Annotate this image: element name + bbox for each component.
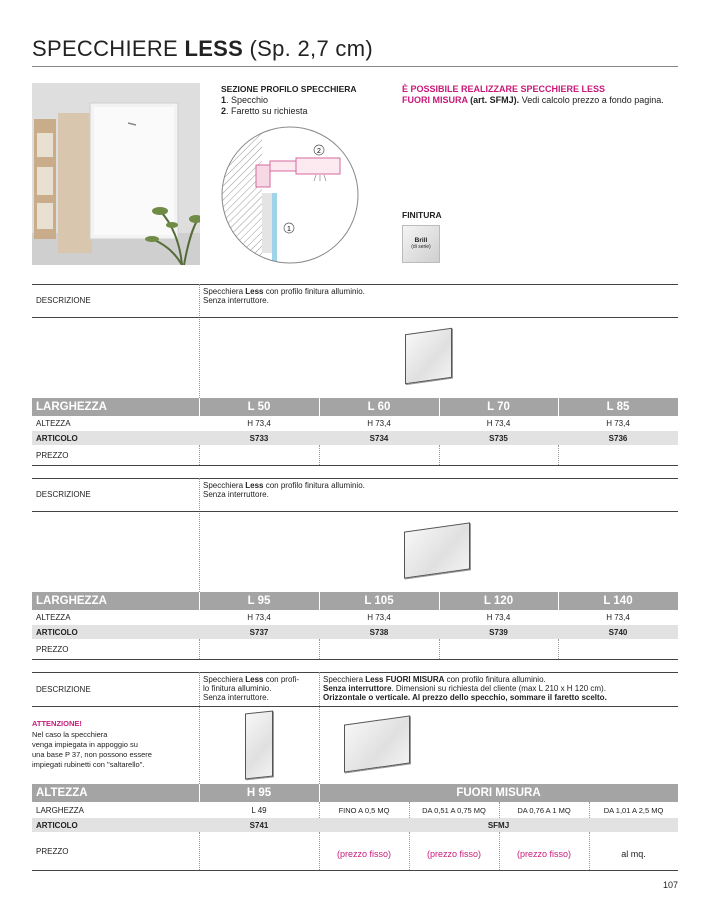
articolo-code: S741 [249,820,269,830]
attention-title: ATTENZIONE! [32,719,82,728]
larghezza-range: DA 1,01 A 2,5 MQ [603,805,664,815]
articolo-label: ARTICOLO [36,433,78,443]
larghezza-range: DA 0,51 A 0,75 MQ [422,805,486,815]
col-header: L 140 [603,595,633,607]
articolo-row [32,625,678,639]
mirror-image-horizontal [344,715,410,772]
col-header: L 50 [247,401,271,413]
descrizione-label: DESCRIZIONE [36,684,91,694]
page-number: 107 [662,880,678,890]
section-profile-item-1: 1. Specchio [221,95,269,105]
articolo-code: S734 [369,433,389,443]
larghezza-header: LARGHEZZA [36,595,107,607]
articolo-code: S737 [249,627,269,637]
articolo-label: ARTICOLO [36,820,78,830]
prezzo-label: PREZZO [36,450,69,460]
larghezza-header: LARGHEZZA [36,401,107,413]
articolo-code: S733 [249,433,269,443]
prezzo-label: PREZZO [36,846,69,856]
altezza-value: H 73,4 [367,613,391,622]
attention-note: ATTENZIONE! Nel caso la specchiera venga impiegata in appoggio su una base P 37, non possono essere impiegati rubinetti con "saltarello". [32,719,152,769]
articolo-code: S735 [489,433,508,443]
articolo-row [32,818,678,832]
table-widths-2 [32,478,678,660]
header-row [32,398,678,416]
altezza-value: H 73,4 [247,419,271,428]
col-header: L 95 [247,595,271,607]
altezza-value: H 73,4 [606,419,630,428]
altezza-value: H 73,4 [606,613,630,622]
col-header: L 70 [487,401,510,413]
col-header: L 105 [364,595,394,607]
diagram-marker-1: 1 [287,226,291,233]
product-photo [32,83,200,265]
altezza-label: ALTEZZA [36,419,71,428]
articolo-code: S738 [369,627,389,637]
prezzo-label: PREZZO [36,644,69,654]
swatch-note: (di serie) [411,244,431,250]
mirror-image [405,328,452,385]
articolo-code: SFMJ [487,820,510,830]
title-divider [32,66,678,67]
finish-swatch-brill [402,225,440,263]
profile-section-diagram [220,125,360,265]
custom-size-notice [402,84,692,106]
col-header: L 120 [483,595,514,607]
altezza-value: H 73,4 [486,419,511,428]
col-header-fuori-misura: FUORI MISURA [456,787,541,799]
larghezza-value: L 49 [251,805,267,815]
descrizione-label: DESCRIZIONE [36,296,91,305]
table-custom [32,672,678,872]
prezzo-value: al mq. [621,849,646,859]
section-profile-item-2: 2. Faretto su richiesta [221,106,308,116]
description-text-h95: Specchiera Less con profi- lo finitura alluminio. Senza interruttore. [203,675,300,702]
swatch-name: Brill [414,237,428,244]
section-profile-block [221,84,357,117]
altezza-value: H 73,4 [247,613,271,622]
prezzo-value: (prezzo fisso) [426,849,481,859]
articolo-label: ARTICOLO [36,627,78,637]
notice-line-1: È POSSIBILE REALIZZARE SPECCHIERE LESS [402,84,606,94]
diagram-marker-2: 2 [317,148,321,155]
description-text: Specchiera Less con profilo finitura alluminio. Senza interruttore. [203,481,365,499]
articolo-code: S739 [489,627,508,637]
section-profile-heading: SEZIONE PROFILO SPECCHIERA [221,84,357,94]
col-header: L 60 [367,401,391,413]
description-text-custom: Specchiera Less FUORI MISURA con profilo finitura alluminio. Senza interruttore. Dimensioni su richiesta del cliente (max L 210 x H 120 cm). Orizzontale o verticale. Al prezzo dello specchio, sommare il faretto scelto. [323,675,607,702]
col-header-h95: H 95 [246,787,272,799]
altezza-header: ALTEZZA [36,787,88,799]
header-row [32,784,678,802]
mirror-image [404,522,470,578]
prezzo-value: (prezzo fisso) [336,849,391,859]
table-widths-1 [32,284,678,466]
larghezza-range: FINO A 0,5 MQ [338,805,390,815]
larghezza-label: LARGHEZZA [36,805,85,815]
col-header: L 85 [606,401,630,413]
articolo-code: S740 [608,627,628,637]
prezzo-value: (prezzo fisso) [516,849,571,859]
larghezza-range: DA 0,76 A 1 MQ [517,805,571,815]
articolo-row [32,431,678,445]
notice-line-2: FUORI MISURA (art. SFMJ). Vedi calcolo prezzo a fondo pagina. [402,95,664,105]
altezza-label: ALTEZZA [36,613,71,622]
description-text: Specchiera Less con profilo finitura alluminio. Senza interruttore. [203,287,365,305]
page-title: SPECCHIERE LESS (Sp. 2,7 cm) [32,36,373,61]
finish-title: FINITURA [402,210,442,220]
altezza-value: H 73,4 [486,613,511,622]
altezza-value: H 73,4 [367,419,391,428]
articolo-code: S736 [608,433,628,443]
header-row [32,592,678,610]
mirror-image-vertical [245,711,273,780]
descrizione-label: DESCRIZIONE [36,490,91,499]
